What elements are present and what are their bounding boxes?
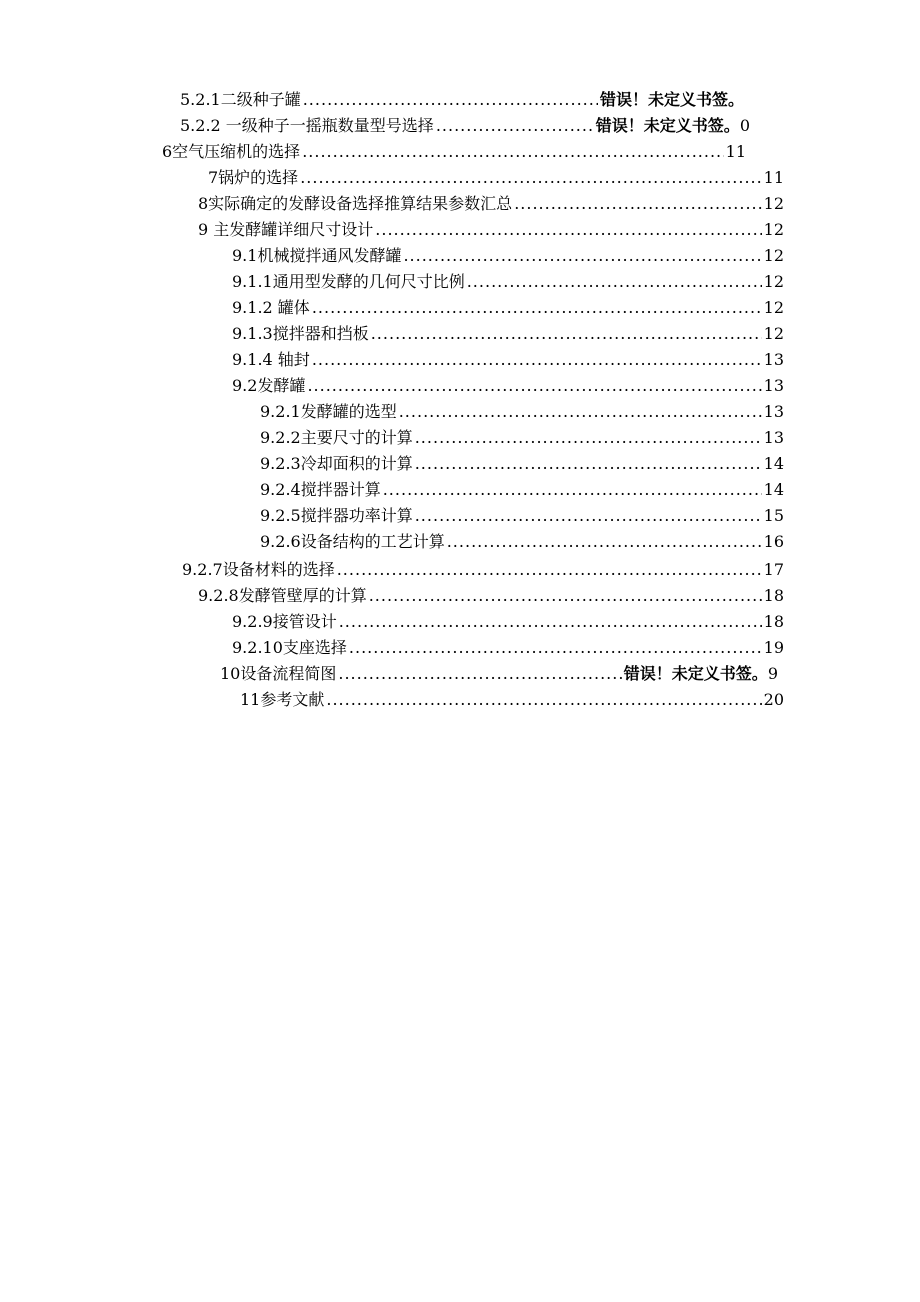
toc-entry[interactable] <box>232 348 784 372</box>
toc-entry-page: 12 <box>763 246 784 265</box>
toc-dot-leader <box>514 192 761 216</box>
toc-entry-title: 9.1.4 轴封 <box>232 350 310 369</box>
toc-dot-leader <box>326 688 761 712</box>
toc-entry-page: 16 <box>763 532 784 551</box>
toc-entry-page: 13 <box>763 428 784 447</box>
toc-entry-page: 17 <box>763 560 784 579</box>
toc-entry[interactable] <box>220 662 778 686</box>
toc-entry-page: 12 <box>763 194 784 213</box>
toc-entry[interactable] <box>232 270 784 294</box>
toc-entry-page: 14 <box>763 480 784 499</box>
toc-entry-title: 9.2.8发酵管壁厚的计算 <box>198 586 367 605</box>
toc-dot-leader <box>467 270 762 294</box>
toc-dot-leader <box>312 348 762 372</box>
toc-entry-page: 错误！未定义书签。 <box>599 90 744 109</box>
toc-entry[interactable] <box>232 374 784 398</box>
toc-entry-title: 7锅炉的选择 <box>208 168 299 187</box>
toc-entry-page: 13 <box>763 350 784 369</box>
toc-entry-page: 12 <box>763 220 784 239</box>
toc-entry[interactable] <box>180 88 744 112</box>
toc-entry-page: 12 <box>763 324 784 343</box>
toc-dot-leader <box>339 610 762 634</box>
toc-entry[interactable] <box>198 192 784 216</box>
toc-entry-title: 11参考文献 <box>240 690 325 709</box>
toc-entry-page-suffix: 0 <box>739 116 750 135</box>
toc-entry-page: 15 <box>763 506 784 525</box>
toc-dot-leader <box>312 296 762 320</box>
toc-entry-title: 9.2.5搅拌器功率计算 <box>260 506 413 525</box>
toc-entry-title: 9.2.10支座选择 <box>232 638 347 657</box>
toc-entry-title: 9.2.4搅拌器计算 <box>260 480 381 499</box>
toc-entry[interactable] <box>232 322 784 346</box>
toc-entry[interactable] <box>198 584 784 608</box>
toc-entry-page: 12 <box>763 298 784 317</box>
toc-dot-leader <box>415 504 762 528</box>
toc-entry[interactable] <box>232 636 784 660</box>
toc-entry[interactable] <box>232 610 784 634</box>
toc-entry-page: 20 <box>763 690 784 709</box>
toc-entry-page: 11 <box>763 168 784 187</box>
toc-entry[interactable] <box>182 558 784 582</box>
toc-dot-leader <box>447 530 762 554</box>
toc-entry[interactable] <box>208 166 784 190</box>
toc-dot-leader <box>349 636 762 660</box>
toc-entry-title: 9.2.2主要尺寸的计算 <box>260 428 413 447</box>
toc-entry-title: 9.2.6设备结构的工艺计算 <box>260 532 445 551</box>
toc-dot-leader <box>303 88 598 112</box>
toc-entry[interactable] <box>260 400 784 424</box>
toc-dot-leader <box>415 426 762 450</box>
toc-dot-leader <box>371 322 762 346</box>
toc-entry-page: 12 <box>763 272 784 291</box>
toc-entry-title: 9 主发酵罐详细尺寸设计 <box>198 220 374 239</box>
toc-dot-leader <box>403 244 761 268</box>
toc-entry-page: 错误！未定义书签。 <box>595 116 740 135</box>
toc-entry[interactable] <box>260 426 784 450</box>
toc-dot-leader <box>337 558 762 582</box>
toc-entry[interactable] <box>260 452 784 476</box>
toc-entry-title: 9.1.2 罐体 <box>232 298 310 317</box>
toc-entry-title: 10设备流程简图 <box>220 664 337 683</box>
toc-dot-leader <box>383 478 762 502</box>
toc-entry-page: 19 <box>763 638 784 657</box>
toc-entry[interactable] <box>198 218 784 242</box>
toc-entry-title: 9.1机械搅拌通风发酵罐 <box>232 246 402 265</box>
toc-entry[interactable] <box>180 114 750 138</box>
toc-entry-title: 5.2.2 一级种子一摇瓶数量型号选择 <box>180 116 434 135</box>
toc-entry-page: 13 <box>763 376 784 395</box>
toc-entry[interactable] <box>260 504 784 528</box>
toc-entry-title: 9.2.7设备材料的选择 <box>182 560 335 579</box>
toc-entry-page: 13 <box>763 402 784 421</box>
toc-entry-title: 6空气压缩机的选择 <box>162 142 301 161</box>
toc-entry-title: 9.2.1发酵罐的选型 <box>260 402 397 421</box>
toc-entry[interactable] <box>232 296 784 320</box>
toc-entry-page: 11 <box>725 142 746 161</box>
toc-dot-leader <box>369 584 762 608</box>
toc-dot-leader <box>375 218 761 242</box>
toc-entry[interactable] <box>240 688 784 712</box>
toc-dot-leader <box>307 374 761 398</box>
toc-dot-leader <box>399 400 762 424</box>
toc-entry-title: 5.2.1二级种子罐 <box>180 90 301 109</box>
toc-dot-leader <box>415 452 762 476</box>
toc-entry-page: 14 <box>763 454 784 473</box>
toc-entry[interactable] <box>162 140 746 164</box>
toc-entry-page: 18 <box>763 612 784 631</box>
toc-entry-title: 9.1.1通用型发酵的几何尺寸比例 <box>232 272 465 291</box>
toc-dot-leader <box>436 114 594 138</box>
toc-dot-leader <box>302 140 723 164</box>
toc-entry-title: 9.1.3搅拌器和挡板 <box>232 324 369 343</box>
toc-entry-page: 错误！未定义书签。 <box>623 664 768 683</box>
toc-entry[interactable] <box>232 244 784 268</box>
toc-entry-page: 18 <box>763 586 784 605</box>
toc-dot-leader <box>300 166 761 190</box>
toc-entry-title: 9.2.9接管设计 <box>232 612 337 631</box>
toc-entry-title: 9.2.3冷却面积的计算 <box>260 454 413 473</box>
toc-entry[interactable] <box>260 478 784 502</box>
toc-entry-page-suffix: 9 <box>767 664 778 683</box>
toc-entry-title: 9.2发酵罐 <box>232 376 306 395</box>
toc-entry[interactable] <box>260 530 784 554</box>
toc-dot-leader <box>338 662 621 686</box>
toc-entry-title: 8实际确定的发酵设备选择推算结果参数汇总 <box>198 194 513 213</box>
